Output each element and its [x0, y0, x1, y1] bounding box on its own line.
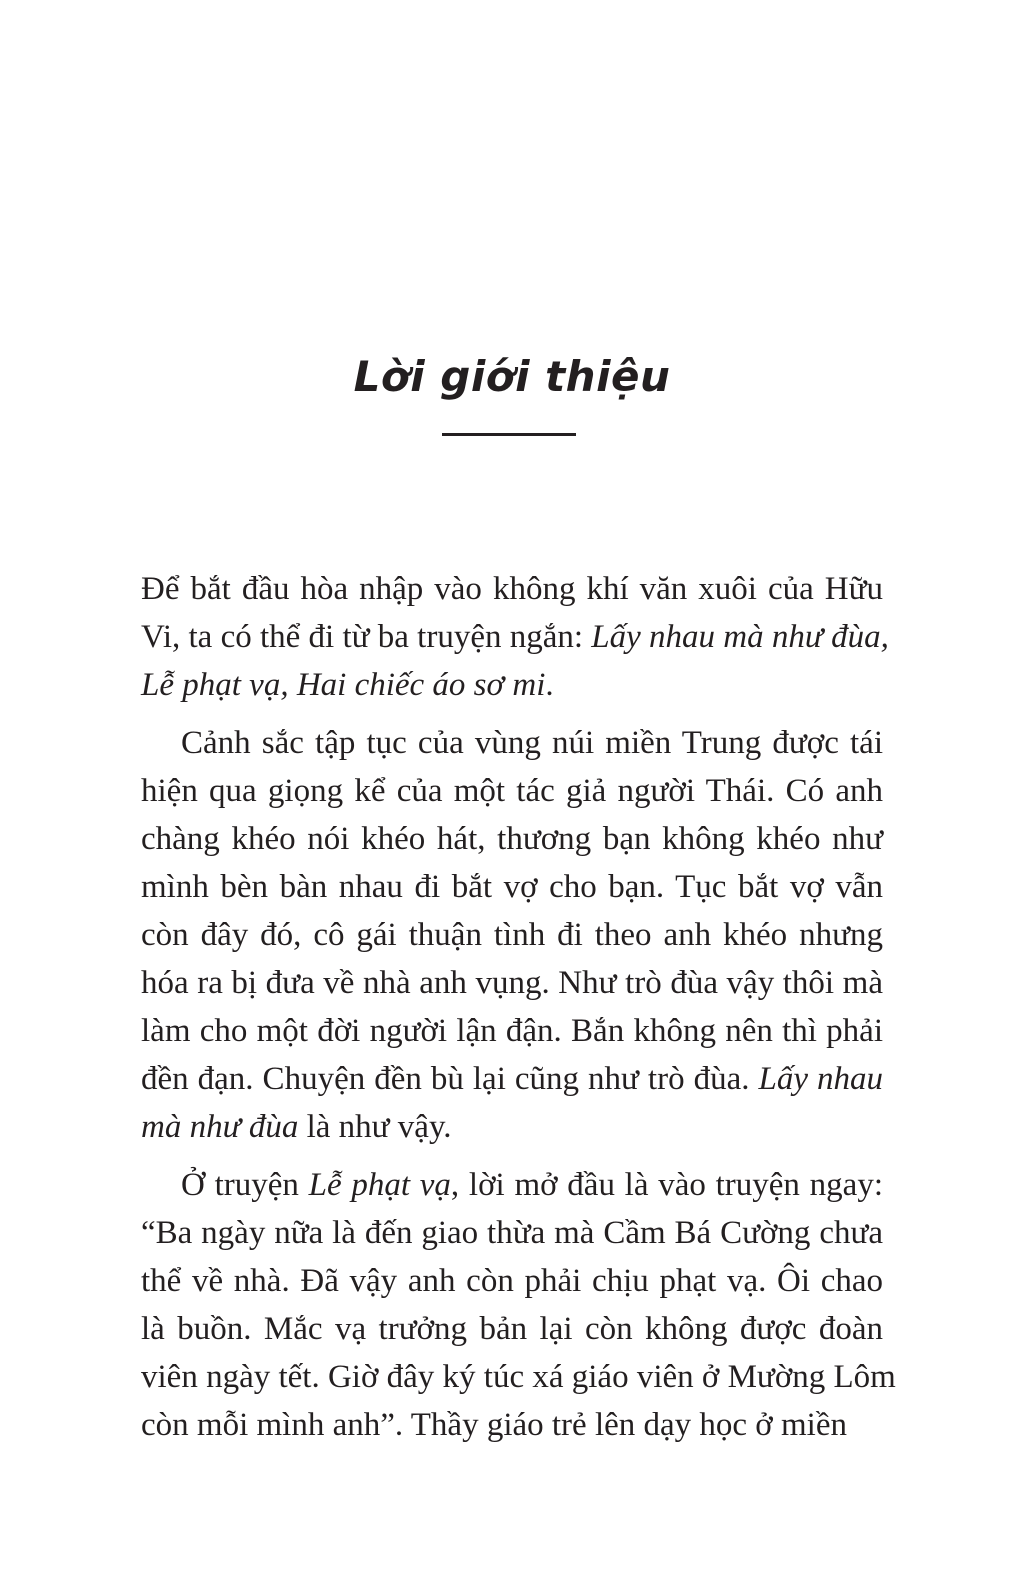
text-run: “Ba ngày nữa là đến giao thừa mà Cầm Bá Cường chưa [141, 1215, 883, 1251]
text-line [141, 1055, 883, 1103]
text-run: là như vậy. [298, 1109, 452, 1145]
text-run: đền đạn. Chuyện đền bù lại cũng như trò đùa. [141, 1061, 759, 1097]
text-run: Ở truyện [181, 1167, 309, 1203]
text-line [141, 613, 889, 661]
italic-title-text: mà như đùa [141, 1109, 299, 1145]
text-line [141, 815, 883, 863]
paragraph [141, 565, 889, 709]
text-run: làm cho một đời người lận đận. Bắn không nên thì phải [141, 1013, 883, 1049]
text-line [141, 1103, 883, 1151]
italic-title-text: Lễ phạt vạ, Hai chiếc áo sơ mi [141, 667, 546, 703]
text-line [141, 1305, 883, 1353]
text-line [141, 1209, 883, 1257]
text-run: Để bắt đầu hòa nhập vào không khí văn xuôi của Hữu [141, 571, 883, 607]
text-line [141, 959, 883, 1007]
text-line [141, 767, 883, 815]
page-title: Lời giới thiệu [353, 352, 671, 401]
text-run: còn đây đó, cô gái thuận tình đi theo anh khéo nhưng [141, 917, 883, 953]
paragraph [141, 1161, 896, 1449]
text-run: thể về nhà. Đã vậy anh còn phải chịu phạt vạ. Ôi chao [141, 1263, 883, 1299]
text-line [141, 1257, 883, 1305]
text-run: còn mỗi mình anh”. Thầy giáo trẻ lên dạy học ở miền [141, 1407, 847, 1443]
text-line [141, 863, 883, 911]
text-line [141, 1353, 896, 1401]
text-run: viên ngày tết. Giờ đây ký túc xá giáo viên ở Mường Lôm [141, 1359, 896, 1395]
text-run: . [545, 667, 554, 703]
text-run: , lời mở đầu là vào truyện ngay: [450, 1167, 883, 1203]
italic-title-text: Lễ phạt vạ [308, 1167, 451, 1203]
text-run: hóa ra bị đưa về nhà anh vụng. Như trò đùa vậy thôi mà [141, 965, 883, 1001]
text-run: Cảnh sắc tập tục của vùng núi miền Trung được tái [181, 725, 883, 761]
text-run: là buồn. Mắc vạ trưởng bản lại còn không được đoàn [141, 1311, 883, 1347]
text-line [141, 719, 883, 767]
text-line [141, 565, 883, 613]
title-underline [442, 433, 576, 436]
text-line [141, 1007, 883, 1055]
text-line [141, 661, 883, 709]
text-run: hiện qua giọng kể của một tác giả người Thái. Có anh [141, 773, 883, 809]
body-text [141, 565, 896, 1459]
paragraph [141, 719, 883, 1151]
text-run: mình bèn bàn nhau đi bắt vợ cho bạn. Tục bắt vợ vẫn [141, 869, 883, 905]
text-run: Vi, ta có thể đi từ ba truyện ngắn: [141, 619, 592, 655]
text-run: chàng khéo nói khéo hát, thương bạn không khéo như [141, 821, 883, 857]
text-line [141, 911, 883, 959]
text-line [141, 1401, 883, 1449]
italic-title-text: Lấy nhau [758, 1061, 884, 1097]
text-line [141, 1161, 883, 1209]
italic-title-text: Lấy nhau mà như đùa, [591, 619, 889, 655]
